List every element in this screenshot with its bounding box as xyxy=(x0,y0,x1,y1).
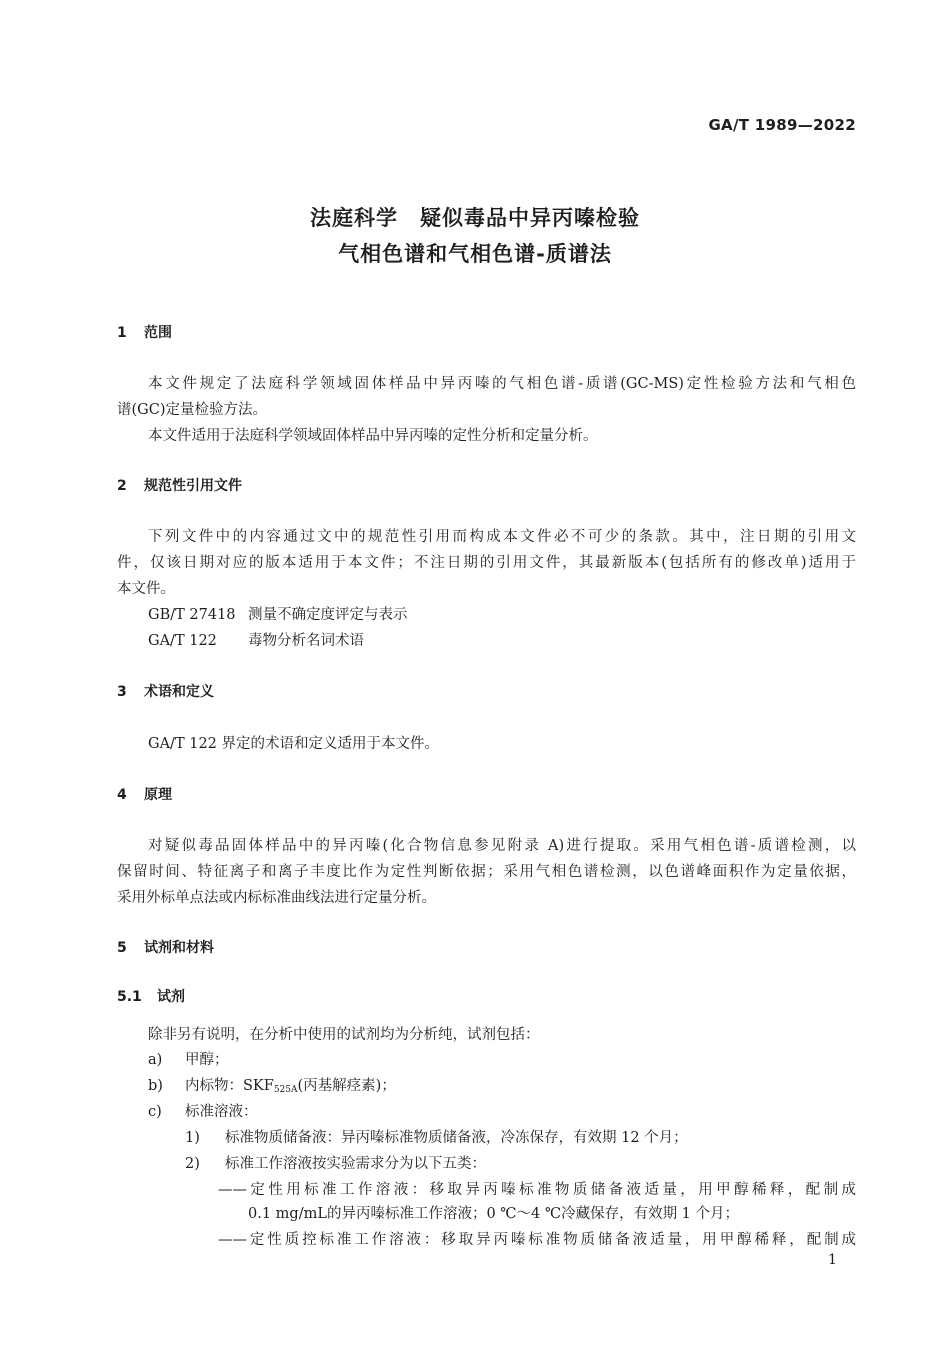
standard-code: GA/T 1989—2022 xyxy=(708,116,856,134)
section-number: 2 xyxy=(117,478,127,494)
paragraph-line: 除非另有说明，在分析中使用的试剂均为分析纯，试剂包括： xyxy=(148,1027,540,1043)
list-text: 标准物质储备液：异丙嗪标准物质储备液，冷冻保存，有效期 12 个月； xyxy=(225,1130,688,1146)
list-item xyxy=(148,1048,229,1069)
section-3-heading xyxy=(117,681,214,701)
list-label: c) xyxy=(148,1104,162,1120)
paragraph-line: 谱(GC)定量检验方法。 xyxy=(117,402,267,418)
paragraph-line: 采用外标单点法或内标标准曲线法进行定量分析。 xyxy=(117,890,436,906)
dash-item-line: ——定性用标准工作溶液：移取异丙嗪标准物质储备液适量，用甲醇稀释，配制成 xyxy=(218,1182,856,1198)
section-2-heading xyxy=(117,475,242,495)
section-title: 原理 xyxy=(144,787,172,803)
paragraph-line: 对疑似毒品固体样品中的异丙嗪(化合物信息参见附录 A)进行提取。采用气相色谱-质谱检测，以 xyxy=(148,838,856,854)
list-label: 1) xyxy=(185,1130,200,1146)
sub-list-item xyxy=(185,1126,688,1147)
paragraph-line: 本文件适用于法庭科学领域固体样品中异丙嗪的定性分析和定量分析。 xyxy=(148,428,598,444)
paragraph-line: GA/T 122 界定的术语和定义适用于本文件。 xyxy=(148,736,440,752)
paragraph-line: 本文件。 xyxy=(117,581,175,597)
sub-list-item xyxy=(185,1152,486,1173)
page-number: 1 xyxy=(828,1252,837,1268)
list-label: b) xyxy=(148,1078,163,1094)
dash-item-line: 0.1 mg/mL的异丙嗪标准工作溶液；0 ℃～4 ℃冷藏保存，有效期 1 个月； xyxy=(248,1206,740,1222)
title-line-1: 法庭科学 疑似毒品中异丙嗪检验 xyxy=(310,206,640,230)
section-title: 规范性引用文件 xyxy=(144,478,242,494)
list-text: 标准工作溶液按实验需求分为以下五类： xyxy=(225,1156,486,1172)
list-item xyxy=(148,1074,396,1095)
list-text: 甲醇； xyxy=(185,1052,229,1068)
reference-title: 毒物分析名词术语 xyxy=(248,633,364,649)
dash-item-line: ——定性质控标准工作溶液：移取异丙嗪标准物质储备液适量，用甲醇稀释，配制成 xyxy=(218,1232,856,1248)
section-title: 术语和定义 xyxy=(144,684,214,700)
list-label: 2) xyxy=(185,1156,200,1172)
list-label: a) xyxy=(148,1052,163,1068)
list-item xyxy=(148,1100,258,1121)
paragraph-line: 保留时间、特征离子和离子丰度比作为定性判断依据；采用气相色谱检测，以色谱峰面积作为定量依据， xyxy=(117,864,856,880)
section-number: 4 xyxy=(117,787,127,803)
section-title: 范围 xyxy=(144,325,172,341)
section-number: 5.1 xyxy=(117,989,142,1005)
list-text-subscript: 525A xyxy=(273,1085,298,1095)
section-number: 1 xyxy=(117,325,127,341)
section-number: 5 xyxy=(117,940,127,956)
title-line-2: 气相色谱和气相色谱-质谱法 xyxy=(338,242,612,266)
normative-reference xyxy=(148,629,364,650)
paragraph-line: 本文件规定了法庭科学领域固体样品中异丙嗪的气相色谱-质谱(GC-MS)定性检验方法和气相色 xyxy=(148,376,856,392)
section-5-heading xyxy=(117,937,214,957)
list-text: (丙基解痉素)； xyxy=(297,1078,396,1094)
section-title: 试剂和材料 xyxy=(144,940,214,956)
list-text: 内标物：SKF xyxy=(185,1078,274,1094)
reference-code: GA/T 122 xyxy=(148,633,217,649)
section-1-heading xyxy=(117,322,172,342)
section-title: 试剂 xyxy=(157,989,185,1005)
normative-reference xyxy=(148,603,408,624)
reference-title: 测量不确定度评定与表示 xyxy=(248,607,408,623)
section-number: 3 xyxy=(117,684,127,700)
paragraph-line: 件，仅该日期对应的版本适用于本文件；不注日期的引用文件，其最新版本(包括所有的修改单)适用于 xyxy=(117,555,856,571)
reference-code: GB/T 27418 xyxy=(148,607,236,623)
section-5-1-heading xyxy=(117,986,185,1006)
paragraph-line: 下列文件中的内容通过文中的规范性引用而构成本文件必不可少的条款。其中，注日期的引用文 xyxy=(148,529,856,545)
section-4-heading xyxy=(117,784,172,804)
list-text: 标准溶液： xyxy=(185,1104,258,1120)
